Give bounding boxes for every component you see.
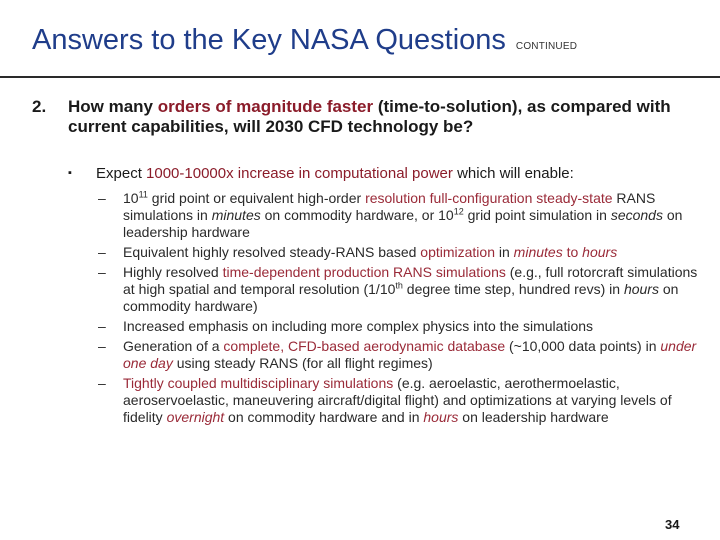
highlight: Tightly coupled multidisciplinary simulations — [123, 375, 394, 391]
emphasis: hours — [423, 409, 459, 425]
dash-icon: – — [98, 375, 106, 391]
title-continued-tag: CONTINUED — [515, 41, 578, 52]
text: RANS simulations in — [123, 190, 656, 223]
text: on commodity hardware and in — [224, 409, 424, 425]
dash-icon: – — [98, 264, 106, 280]
text: 10 — [123, 190, 139, 206]
question-2 — [32, 97, 672, 137]
text: Equivalent highly resolved steady-RANS based — [123, 244, 421, 260]
text: using steady RANS (for all flight regimes) — [172, 355, 433, 371]
main-bullet-text — [96, 164, 688, 183]
text: to — [562, 244, 583, 260]
sub-bullet-6 — [98, 375, 698, 426]
dash-icon: – — [98, 318, 106, 334]
page-number: 34 — [665, 517, 680, 532]
text: (~10,000 data points) in — [505, 338, 661, 354]
highlight: optimization — [420, 244, 495, 260]
superscript: 12 — [453, 206, 464, 217]
text: in — [494, 244, 514, 260]
sub-bullet-4 — [98, 318, 698, 335]
dash-icon: – — [98, 244, 106, 260]
question-text — [68, 97, 672, 137]
main-bullet — [68, 164, 688, 183]
sub-bullet-list — [98, 190, 698, 429]
text: on leadership hardware — [458, 409, 609, 425]
dash-icon: – — [98, 338, 106, 354]
text: degree time step, hundred revs) in — [402, 281, 624, 297]
bullet-highlight: 1000-10000x increase in computational power — [146, 165, 453, 182]
emphasis: hours — [623, 281, 659, 297]
question-highlight: orders of magnitude faster — [157, 97, 374, 116]
sub-bullet-3 — [98, 264, 698, 315]
text: Highly resolved — [123, 264, 223, 280]
emphasis: overnight — [166, 409, 225, 425]
title-text: Answers to the Key NASA Questions — [32, 24, 506, 56]
emphasis: seconds — [610, 207, 663, 223]
text: on commodity hardware) — [123, 281, 679, 314]
question-text-part: (time-to-solution), as compared with current capabilities, will 2030 CFD technology be? — [68, 97, 671, 136]
bullet-text-part: Expect — [96, 165, 147, 182]
superscript: th — [395, 280, 403, 291]
emphasis: hours — [582, 244, 618, 260]
dash-icon: – — [98, 190, 106, 206]
emphasis: minutes — [211, 207, 261, 223]
text: Increased emphasis on including more complex physics into the simulations — [123, 318, 594, 334]
text: Generation of a — [123, 338, 224, 354]
superscript: 11 — [138, 189, 148, 200]
text: grid point simulation in — [463, 207, 611, 223]
highlight: complete, CFD-based aerodynamic database — [223, 338, 506, 354]
title-divider — [0, 76, 720, 78]
highlight: resolution full-configuration steady-state — [365, 190, 613, 206]
bullet-text-part: which will enable: — [452, 165, 574, 182]
sub-bullet-5 — [98, 338, 698, 372]
sub-bullet-2 — [98, 244, 698, 261]
emphasis: under one day — [123, 338, 697, 371]
highlight: time-dependent production RANS simulations — [222, 264, 506, 280]
text: grid point or equivalent high-order — [147, 190, 366, 206]
question-text-part: How many — [68, 97, 158, 116]
emphasis: minutes — [513, 244, 563, 260]
text: on leadership hardware — [123, 207, 683, 240]
text: (e.g., full rotorcraft simulations at high spatial and temporal resolution (1/10 — [123, 264, 698, 297]
question-number: 2. — [32, 97, 47, 116]
square-bullet-icon: ▪ — [68, 167, 72, 179]
text: on commodity hardware, or 10 — [260, 207, 454, 223]
slide-title — [32, 24, 577, 57]
sub-bullet-1 — [98, 190, 698, 241]
text: (e.g. aeroelastic, aerothermoelastic, aeroservoelastic, maneuvering aircraft/digital flight) and optimizations at varying levels of fidelity — [123, 375, 672, 425]
